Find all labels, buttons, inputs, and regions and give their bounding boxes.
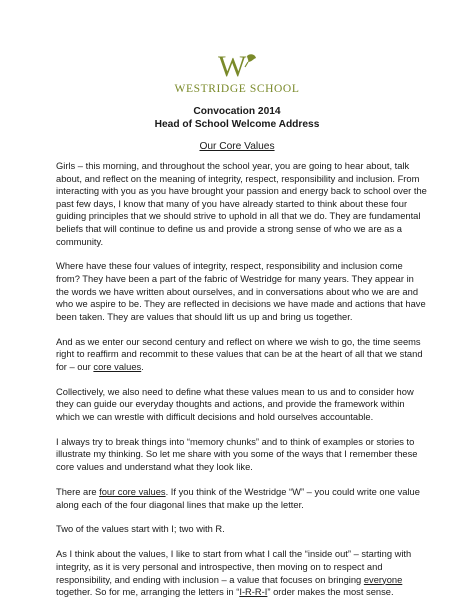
school-logo	[0, 50, 474, 95]
paragraph: Where have these four values of integrity, respect, responsibility and inclusion come from? They have been a part of the fabric of Westridge for many years. They appear in the words we have written about ourselves, and in conversations about who we are and who we aspire to be. They are reflected in decisions we have made and actions that have been taken. They are values that should lift us up and bring us together.	[56, 261, 426, 322]
svg-text:W: W	[218, 50, 247, 82]
underlined-text: core values	[93, 361, 142, 372]
underlined-text: four core values	[99, 486, 166, 497]
section-heading-text: Our Core Values	[199, 141, 275, 152]
paragraph: And as we enter our second century and reflect on where we wish to go, the time seems right to reaffirm and recommit to these values that can be at the heart of all that we stand for – our core values.	[56, 336, 423, 372]
paragraph: There are four core values. If you think of the Westridge “W” – you could write one value along each of the four diagonal lines that make up the letter.	[56, 486, 420, 510]
document-body	[56, 160, 428, 611]
school-name: WESTRIDGE SCHOOL	[174, 83, 300, 95]
paragraph: I always try to break things into “memory chunks” and to think of examples or stories to illustrate my thinking. So let me share with you some of the ways that I remember these core values and understand what they look like.	[56, 436, 418, 473]
section-heading	[0, 140, 474, 153]
underlined-text: everyone	[363, 574, 403, 585]
paragraph: Girls – this morning, and throughout the school year, you are going to hear about, talk about, and reflect on the meaning of integrity, respect, responsibility and inclusion. From interacting with you as you have brought your passion and energy back to school over the past few days, I know that many of you have already started to think about these four guiding principles that we should strive to uphold in all that we do. They are fundamental beliefs that will continue to define us and provide a strong sense of who we are as a community.	[56, 161, 427, 247]
paragraph: Two of the values start with I; two with R.	[56, 524, 225, 535]
paragraph: Collectively, we also need to define what these values mean to us and to consider how they can guide our everyday thoughts and actions, and provide the framework within which we can wrestle with difficult decisions and hold ourselves accountable.	[56, 386, 414, 422]
document-title: Convocation 2014	[193, 106, 281, 117]
underlined-text: I-R-R-I	[239, 587, 268, 598]
document-subtitle: Head of School Welcome Address	[154, 119, 320, 130]
westridge-w-leaf-icon	[214, 50, 260, 82]
paragraph: As I think about the values, I like to start from what I call the “inside out” – starting with integrity, as it is very personal and introspective, then moving on to respect and responsibility, and ending with inclusion – a value that focuses on bringing everyone together. So for me, arranging the letters in “I-R-R-I” order makes the most sense.	[56, 549, 412, 598]
